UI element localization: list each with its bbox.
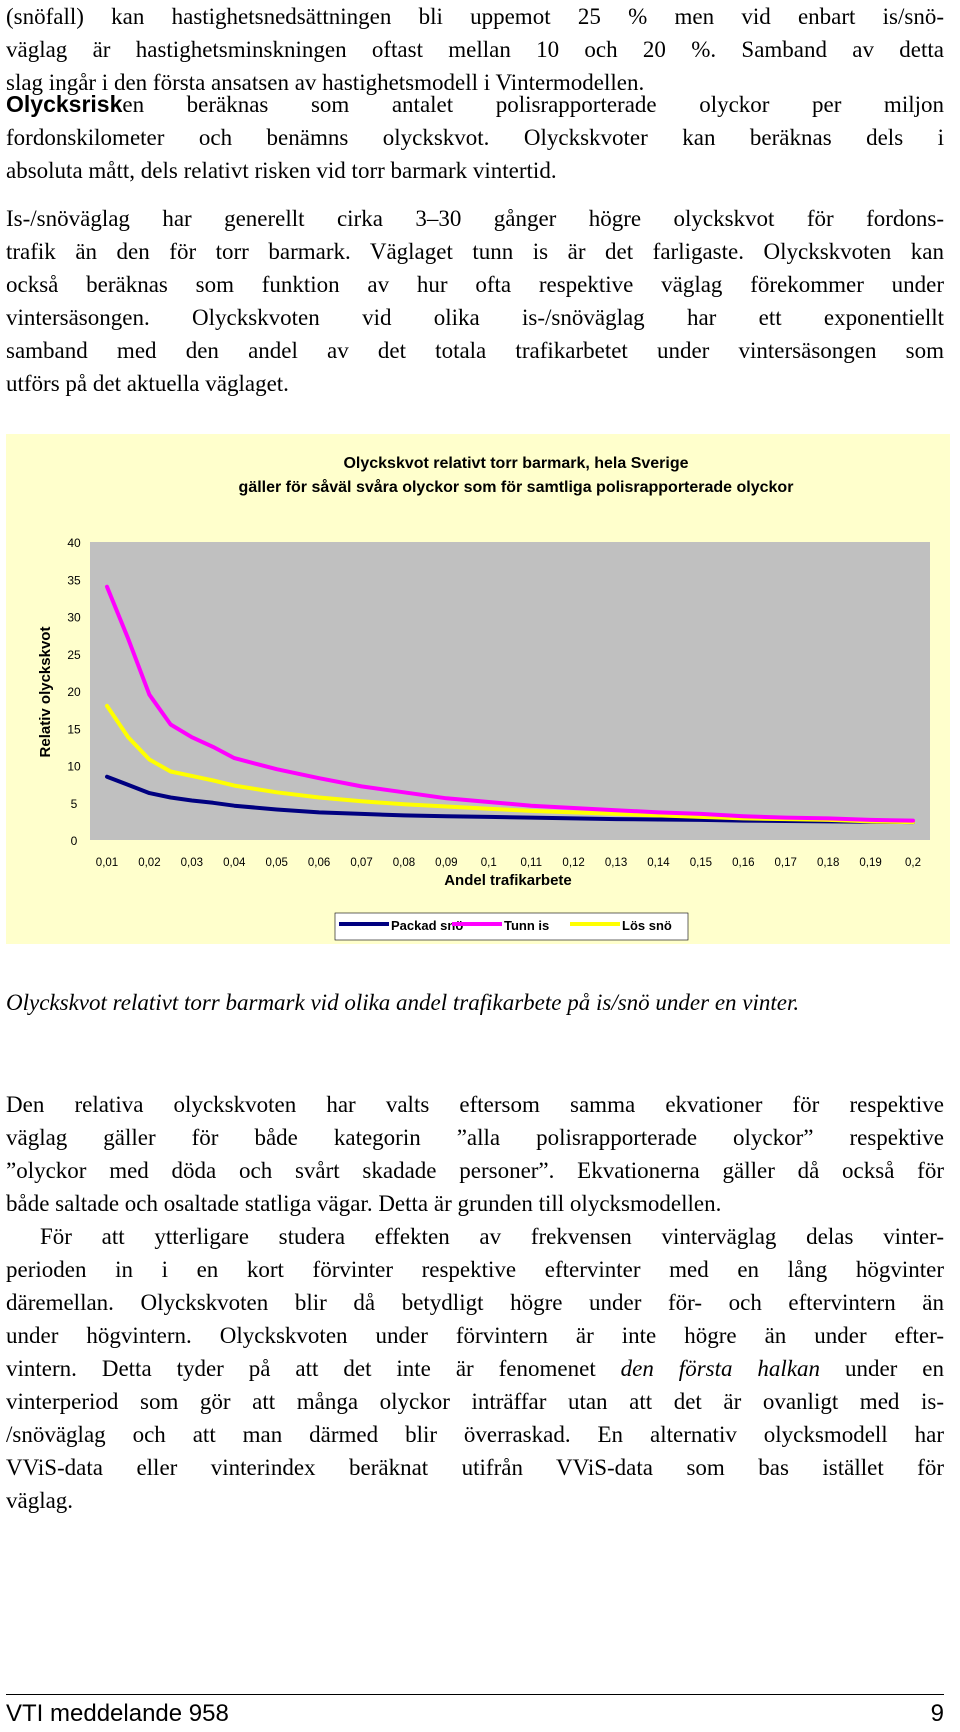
term-olycksrisk: Olycksrisk bbox=[6, 91, 123, 117]
x-tick-label: 0,07 bbox=[350, 857, 373, 869]
x-tick-label: 0,19 bbox=[859, 857, 882, 869]
text-line: väglag gäller för både kategorin ”alla polisrapporterade olyckor” respektive bbox=[6, 1125, 944, 1150]
figure-caption: Olyckskvot relativt torr barmark vid olika andel trafikarbete på is/snö under en vinter. bbox=[6, 990, 800, 1015]
x-tick-label: 0,11 bbox=[520, 857, 542, 869]
x-axis-label: Andel trafikarbete bbox=[444, 872, 572, 889]
text-line: ”olyckor med döda och svårt skadade personer”. Ekvationerna gäller då också för bbox=[6, 1158, 944, 1183]
chart-legend bbox=[335, 913, 688, 940]
y-tick-label: 40 bbox=[67, 536, 81, 550]
y-axis-label: Relativ olyckskvot bbox=[37, 626, 54, 758]
text-line: perioden in i en kort förvinter respektive eftervinter med en lång högvinter bbox=[6, 1257, 944, 1282]
text-line: utförs på det aktuella väglaget. bbox=[6, 371, 289, 396]
text-line: (snöfall) kan hastighetsnedsättningen bli uppemot 25 % men vid enbart is/snö- bbox=[6, 4, 944, 29]
y-tick-label: 35 bbox=[67, 573, 81, 588]
footer-rule bbox=[6, 1694, 944, 1695]
text-line: under högvintern. Olyckskvoten under förvintern är inte högre än under efter- bbox=[6, 1323, 944, 1348]
x-tick-label: 0,1 bbox=[480, 857, 497, 869]
x-tick-label: 0,03 bbox=[180, 857, 204, 869]
text-line: Olycksrisken beräknas som antalet polisrapporterade olyckor per miljon bbox=[6, 91, 944, 117]
text-line: väglag. bbox=[6, 1488, 74, 1513]
emphasis-first-slipperiness: den första halkan bbox=[620, 1356, 821, 1381]
y-tick-label: 5 bbox=[70, 796, 78, 811]
text-line: vintern. Detta tyder på att det inte är fenomenet den första halkan under en bbox=[6, 1356, 944, 1381]
x-tick-label: 0,04 bbox=[223, 857, 246, 869]
x-tick-label: 0,08 bbox=[392, 857, 416, 869]
x-tick-label: 0,15 bbox=[689, 857, 713, 869]
paragraph-ice-snow bbox=[6, 202, 944, 400]
text-line: slag ingår i den första ansatsen av hastighetsmodell i Vintermodellen. bbox=[6, 70, 645, 95]
y-tick-label: 10 bbox=[67, 759, 81, 774]
x-tick-label: 0,13 bbox=[604, 857, 628, 869]
y-tick-label: 15 bbox=[67, 722, 81, 737]
chart-panel bbox=[6, 434, 950, 944]
text-line: VViS-data eller vinterindex beräknat utifrån VViS-data som bas istället för bbox=[6, 1455, 944, 1480]
legend-label: Packad snö bbox=[391, 918, 464, 933]
x-tick-label: 0,05 bbox=[265, 857, 288, 869]
paragraph-accident-risk bbox=[6, 88, 944, 187]
paragraph-speed bbox=[6, 0, 944, 99]
text-line: vintersäsongen. Olyckskvoten vid olika is-/snöväglag har ett exponentiellt bbox=[6, 305, 944, 330]
x-tick-label: 0,14 bbox=[647, 857, 670, 869]
publication-name: VTI meddelande 958 bbox=[6, 1700, 229, 1727]
chart-subtitle: gäller för såväl svåra olyckor som för samtliga polisrapporterade olyckor bbox=[238, 479, 794, 496]
text-line: absoluta mått, dels relativt risken vid torr barmark vintertid. bbox=[6, 158, 557, 183]
x-tick-label: 0,09 bbox=[435, 857, 458, 869]
x-tick-label: 0,18 bbox=[816, 857, 840, 869]
text-line: också beräknas som funktion av hur ofta respektive väglag förekommer under bbox=[6, 272, 944, 297]
x-tick-label: 0,12 bbox=[562, 857, 585, 869]
legend-label: Lös snö bbox=[622, 918, 672, 933]
text-line: däremellan. Olyckskvoten blir då betydligt högre under för- och eftervintern än bbox=[6, 1290, 944, 1315]
line-chart bbox=[6, 434, 950, 944]
chart-title: Olyckskvot relativt torr barmark, hela Sverige bbox=[343, 455, 689, 472]
text-line: /snöväglag och att man därmed blir överraskad. En alternativ olycksmodell har bbox=[6, 1422, 944, 1447]
text-line: både saltade och osaltade statliga vägar. Detta är grunden till olycksmodellen. bbox=[6, 1191, 722, 1216]
text-line: trafik än den för torr barmark. Väglaget tunn is är det farligaste. Olyckskvoten kan bbox=[6, 239, 944, 264]
text-line: väglag är hastighetsminskningen oftast mellan 10 och 20 %. Samband av detta bbox=[6, 37, 944, 62]
plot-area bbox=[90, 542, 930, 840]
x-tick-label: 0,06 bbox=[307, 857, 331, 869]
y-tick-label: 30 bbox=[67, 610, 81, 625]
text-line: Den relativa olyckskvoten har valts eftersom samma ekvationer för respektive bbox=[6, 1092, 944, 1117]
y-tick-label: 25 bbox=[67, 647, 81, 662]
text-line: Is-/snöväglag har generellt cirka 3–30 gånger högre olyckskvot för fordons- bbox=[6, 206, 944, 231]
paragraph-relative-quota bbox=[6, 1088, 944, 1220]
x-tick-label: 0,16 bbox=[732, 857, 755, 869]
x-tick-label: 0,17 bbox=[774, 857, 797, 869]
text-line: fordonskilometer och benämns olyckskvot. Olyckskvoter kan beräknas dels i bbox=[6, 125, 944, 150]
page-number: 9 bbox=[930, 1700, 944, 1727]
text-line: samband med den andel av det totala trafikarbetet under vintersäsongen som bbox=[6, 338, 944, 363]
paragraph-winter-period bbox=[6, 1220, 944, 1517]
x-tick-label: 0,01 bbox=[95, 857, 119, 869]
y-tick-label: 0 bbox=[70, 834, 78, 848]
x-tick-label: 0,2 bbox=[905, 857, 921, 869]
x-tick-label: 0,02 bbox=[138, 857, 161, 869]
y-tick-label: 20 bbox=[67, 685, 81, 699]
text-line: vinterperiod som gör att många olyckor inträffar utan att det är ovanligt med is- bbox=[6, 1389, 944, 1414]
text-line: För att ytterligare studera effekten av frekvensen vinterväglag delas vinter- bbox=[40, 1224, 944, 1249]
legend-label: Tunn is bbox=[504, 918, 550, 933]
